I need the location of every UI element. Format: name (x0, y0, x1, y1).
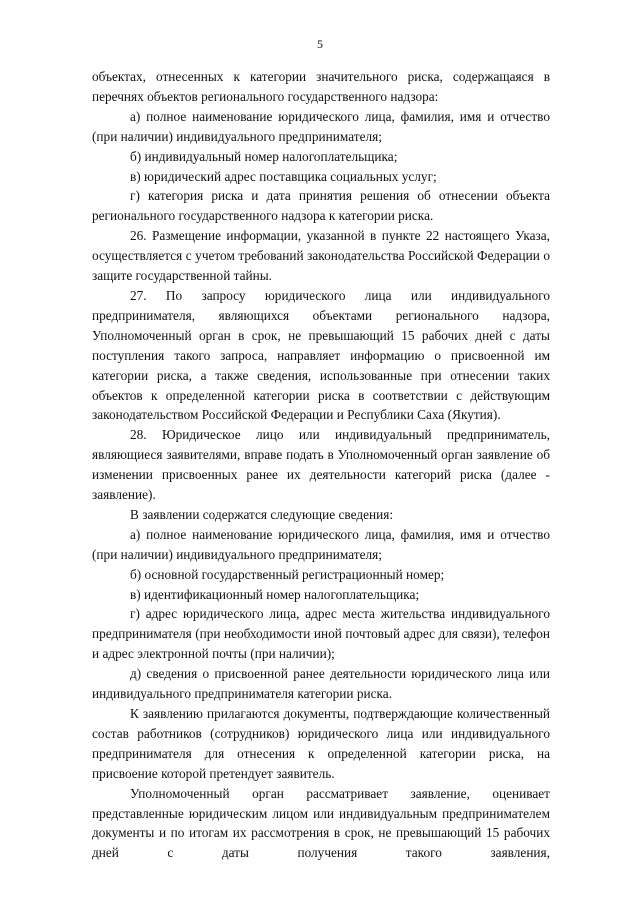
page-number: 5 (317, 37, 323, 51)
paragraph: а) полное наименование юридического лица, фамилия, имя и отчество (при наличии) индивидуального предпринимателя; (92, 526, 550, 562)
paragraph: 28. Юридическое лицо или индивидуальный предприниматель, являющиеся заявителями, вправе подать в Уполномоченный орган заявление об изменении присвоенных ранее их деятельности категорий риска (далее - заявление). (92, 427, 550, 503)
paragraph: г) адрес юридического лица, адрес места жительства индивидуального предпринимателя (при необходимости иной почтовый адрес для связи), телефон и адрес электронной почты (при наличии); (92, 606, 550, 662)
paragraph: г) категория риска и дата принятия решения об отнесении объекта регионального государственного надзора к категории риска. (92, 188, 550, 224)
paragraph: б) индивидуальный номер налогоплательщика; (130, 148, 398, 164)
paragraph: а) полное наименование юридического лица, фамилия, имя и отчество (при наличии) индивидуального предпринимателя; (92, 108, 550, 144)
paragraph: 26. Размещение информации, указанной в пункте 22 настоящего Указа, осуществляется с учетом требований законодательства Российской Федерации о защите государственной тайны. (92, 228, 550, 284)
paragraph: б) основной государственный регистрационный номер; (130, 566, 445, 582)
document-body (92, 67, 550, 863)
paragraph: Уполномоченный орган рассматривает заявление, оценивает представленные юридическим лицом или индивидуальным предпринимателем документы и по итогам их рассмотрения в срок, не превышающий 15 рабочих дней с даты получения такого заявления, (92, 785, 550, 861)
paragraph: в) юридический адрес поставщика социальных услуг; (130, 168, 437, 184)
paragraph: 27. По запросу юридического лица или индивидуального предпринимателя, являющихся объектами регионального надзора, Уполномоченный орган в срок, не превышающий 15 рабочих дней с даты поступления такого запроса, направляет информацию о присвоенной им категории риска, а также сведения, использованные при отнесении таких объектов к определенной категории риска в соответствии с действующим законодательством Российской Федерации и Республики Саха (Якутия). (92, 287, 550, 423)
paragraph: в) идентификационный номер налогоплательщика; (130, 586, 420, 602)
paragraph: объектах, отнесенных к категории значительного риска, содержащаяся в перечнях объектов регионального государственного надзора: (92, 69, 550, 104)
paragraph: В заявлении содержатся следующие сведения: (130, 506, 394, 522)
paragraph: К заявлению прилагаются документы, подтверждающие количественный состав работников (сотрудников) юридического лица или индивидуального предпринимателя для отнесения к определенной категории риска, на присвоение которой претендует заявитель. (92, 706, 550, 781)
paragraph: д) сведения о присвоенной ранее деятельности юридического лица или индивидуального предпринимателя категории риска. (92, 666, 550, 702)
